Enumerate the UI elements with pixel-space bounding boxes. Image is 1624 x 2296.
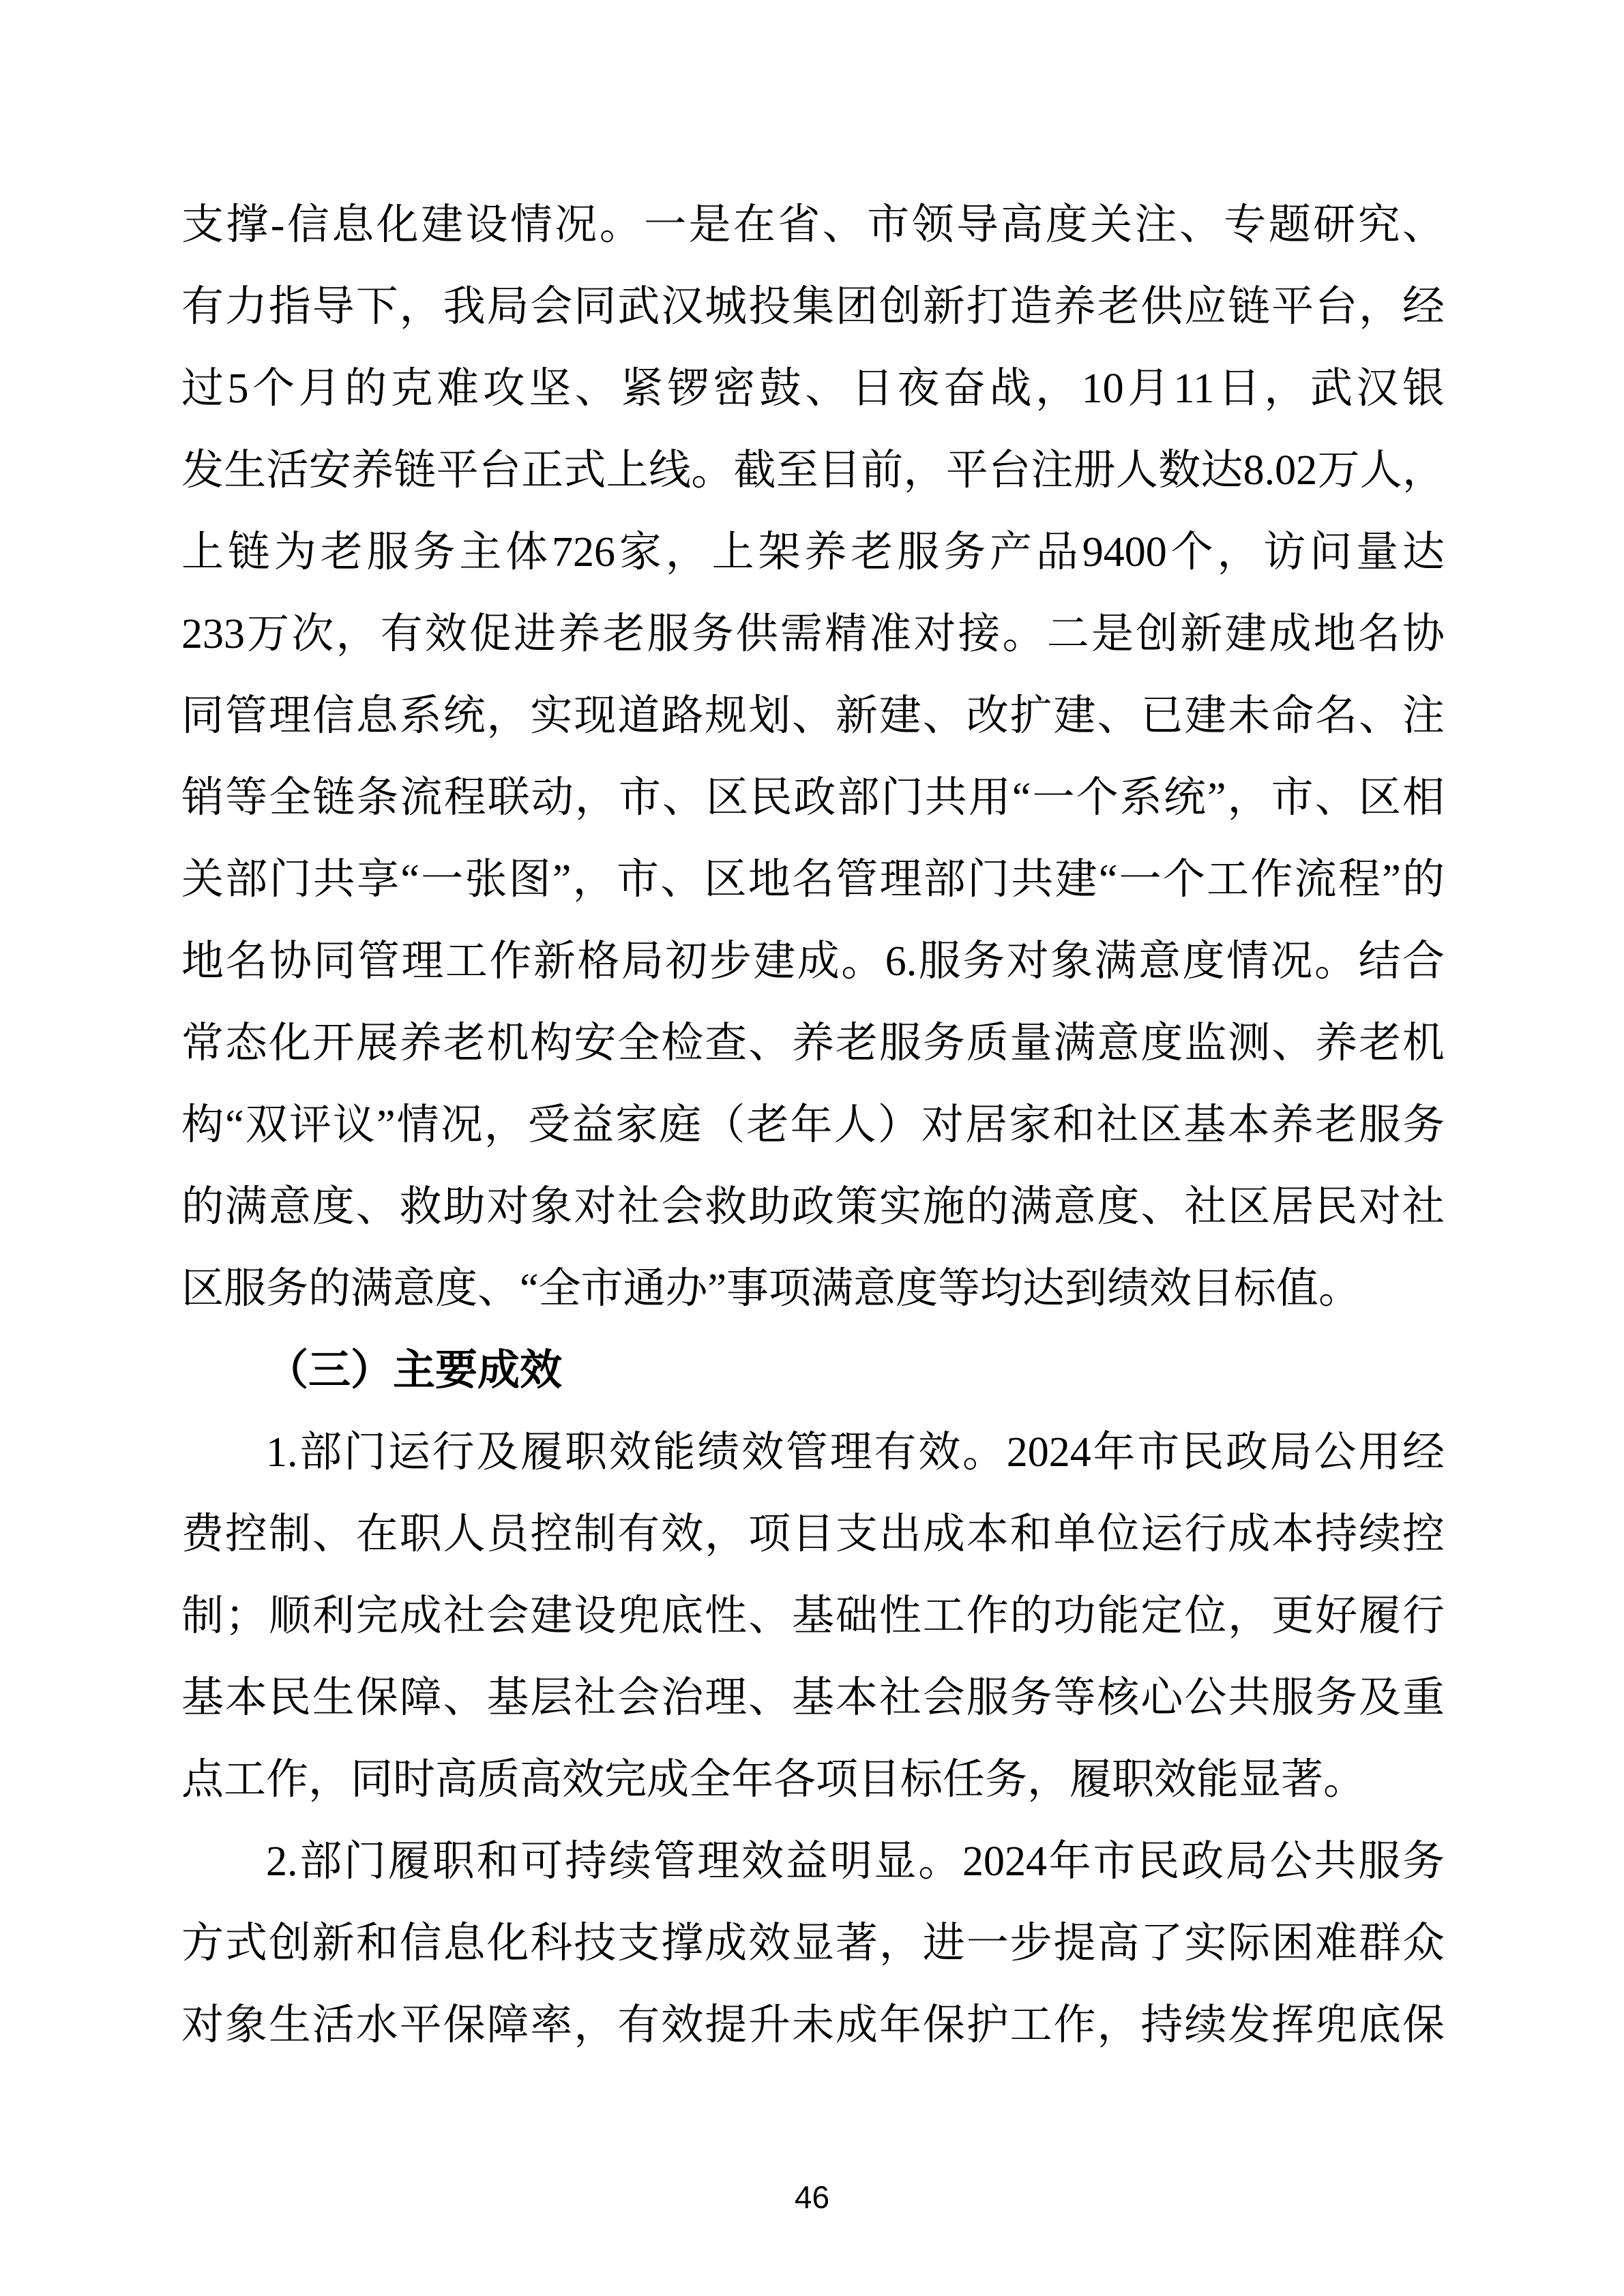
text-line: 对象生活水平保障率，有效提升未成年保护工作，持续发挥兜底保 (181, 2002, 1445, 2048)
page-body-text (181, 184, 1445, 2066)
text-line: 构“双评议”情况，受益家庭（老年人）对居家和社区基本养老服务 (181, 1102, 1445, 1148)
text-line: 区服务的满意度、“全市通办”事项满意度等均达到绩效目标值。 (181, 1266, 1361, 1312)
text-line: 支撑-信息化建设情况。一是在省、市领导高度关注、专题研究、 (181, 202, 1445, 248)
text-line: 2.部门履职和可持续管理效益明显。2024年市民政局公共服务 (266, 1838, 1445, 1885)
text-line: 销等全链条流程联动，市、区民政部门共用“一个系统”，市、区相 (181, 775, 1445, 821)
text-line: 过5个月的克难攻坚、紧锣密鼓、日夜奋战，10月11日，武汉银 (181, 366, 1445, 412)
text-line: 常态化开展养老机构安全检查、养老服务质量满意度监测、养老机 (181, 1020, 1445, 1067)
text-line: 233万次，有效促进养老服务供需精准对接。二是创新建成地名协 (181, 611, 1445, 657)
text-line: 方式创新和信息化科技支撑成效显著，进一步提高了实际困难群众 (181, 1920, 1445, 1967)
text-line: 费控制、在职人员控制有效，项目支出成本和单位运行成本持续控 (181, 1511, 1445, 1557)
text-line: 基本民生保障、基层社会治理、基本社会服务等核心公共服务及重 (181, 1675, 1445, 1721)
text-line: 1.部门运行及履职效能绩效管理有效。2024年市民政局公用经 (266, 1429, 1445, 1476)
text-line: 上链为老服务主体726家，上架养老服务产品9400个，访问量达 (181, 529, 1445, 576)
text-line: 关部门共享“一张图”，市、区地名管理部门共建“一个工作流程”的 (181, 856, 1445, 903)
text-line: 有力指导下，我局会同武汉城投集团创新打造养老供应链平台，经 (181, 284, 1445, 330)
text-line: 点工作，同时高质高效完成全年各项目标任务，履职效能显著。 (181, 1757, 1366, 1803)
page-number: 46 (794, 2179, 830, 2215)
text-line: 的满意度、救助对象对社会救助政策实施的满意度、社区居民对社 (181, 1184, 1445, 1230)
text-line: 地名协同管理工作新格局初步建成。6.服务对象满意度情况。结合 (181, 938, 1445, 985)
section-heading: （三）主要成效 (266, 1347, 563, 1394)
text-line: 制；顺利完成社会建设兜底性、基础性工作的功能定位，更好履行 (181, 1593, 1445, 1639)
text-line: 同管理信息系统，实现道路规划、新建、改扩建、已建未命名、注 (181, 693, 1445, 739)
text-line: 发生活安养链平台正式上线。截至目前，平台注册人数达8.02万人， (181, 447, 1445, 494)
